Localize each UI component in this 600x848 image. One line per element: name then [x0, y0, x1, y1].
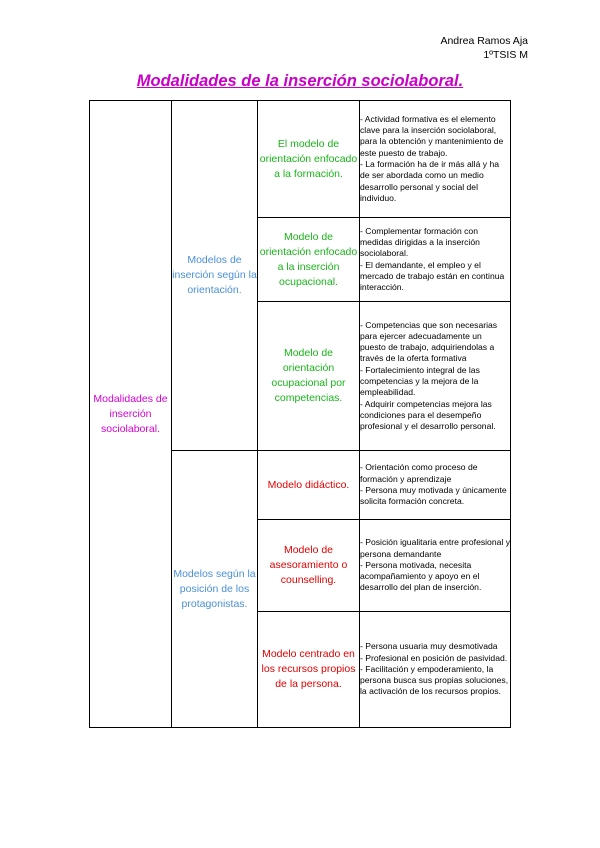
- description-line: - Orientación como proceso de formación y aprendizaje: [360, 462, 478, 484]
- root-label: Modalidades de inserción sociolaboral.: [93, 392, 168, 435]
- description-line: - Persona usuaria muy desmotivada: [360, 641, 498, 652]
- table-row: [90, 101, 511, 218]
- model-cell: [258, 612, 360, 728]
- description-cell: [360, 520, 511, 612]
- group-label: Modelos según la posición de los protagonistas.: [173, 567, 256, 610]
- description-line: - Persona muy motivada y únicamente solicita formación concreta.: [360, 485, 507, 507]
- description-cell: [360, 451, 511, 520]
- model-label: Modelo centrado en los recursos propios de la persona.: [261, 648, 356, 690]
- model-cell: [258, 218, 360, 302]
- group-label: Modelos de inserción según la orientación.: [172, 254, 257, 296]
- description-line: - Fortalecimiento integral de las competencias y la mejora de la empleabilidad.: [360, 364, 480, 398]
- description-line: - Adquirir competencias mejora las condiciones para el desempeño profesional y el desarrollo personal.: [360, 398, 496, 432]
- description-cell: [360, 101, 511, 218]
- description-line: - Complementar formación con medidas dirigidas a la inserción sociolaboral.: [360, 225, 480, 259]
- description-cell: [360, 612, 511, 728]
- model-cell: [258, 520, 360, 612]
- course-code: 1ºTSIS M: [483, 49, 528, 61]
- description-line: - Profesional en posición de pasividad.: [360, 652, 508, 663]
- model-cell: [258, 101, 360, 218]
- description-line: - El demandante, el empleo y el mercado de trabajo están en continua interacción.: [360, 259, 505, 293]
- model-label: El modelo de orientación enfocado a la formación.: [259, 137, 358, 180]
- model-label: Modelo didáctico.: [267, 478, 350, 491]
- group-cell: [172, 101, 258, 451]
- model-cell: [258, 302, 360, 451]
- description-line: - La formación ha de ir más allá y ha de ser abordada como un medio desarrollo personal y social del individuo.: [360, 159, 499, 203]
- group-cell: [172, 451, 258, 728]
- model-label: Modelo de orientación enfocado a la inserción ocupacional.: [259, 230, 358, 288]
- description-line: - Posición igualitaria entre profesional y persona demandante: [360, 537, 510, 559]
- model-label: Modelo de asesoramiento o counselling.: [269, 544, 348, 586]
- author-name: Andrea Ramos Aja: [440, 35, 528, 47]
- description-cell: [360, 302, 511, 451]
- description-line: - Facilitación y empoderamiento, la persona busca sus propias soluciones, la activación de los recursos propios.: [360, 663, 509, 697]
- description-cell: [360, 218, 511, 302]
- page-title: Modalidades de la inserción sociolaboral.: [136, 72, 464, 90]
- description-line: - Competencias que son necesarias para ejercer adecuadamente un puesto de trabajo, adquiriendolas a través de la oferta formativa: [360, 319, 498, 364]
- modalities-table: [89, 100, 511, 728]
- root-cell: [90, 101, 172, 728]
- model-label: Modelo de orientación ocupacional por competencias.: [271, 347, 346, 404]
- description-line: - Actividad formativa es el elemento clave para la inserción sociolaboral, para la obtención y mantenimiento de este puesto de trabajo.: [360, 113, 504, 158]
- model-cell: [258, 451, 360, 520]
- description-line: - Persona motivada, necesita acompañamiento y apoyo en el desarrollo del plan de inserción.: [360, 559, 482, 593]
- author-block: [440, 34, 528, 62]
